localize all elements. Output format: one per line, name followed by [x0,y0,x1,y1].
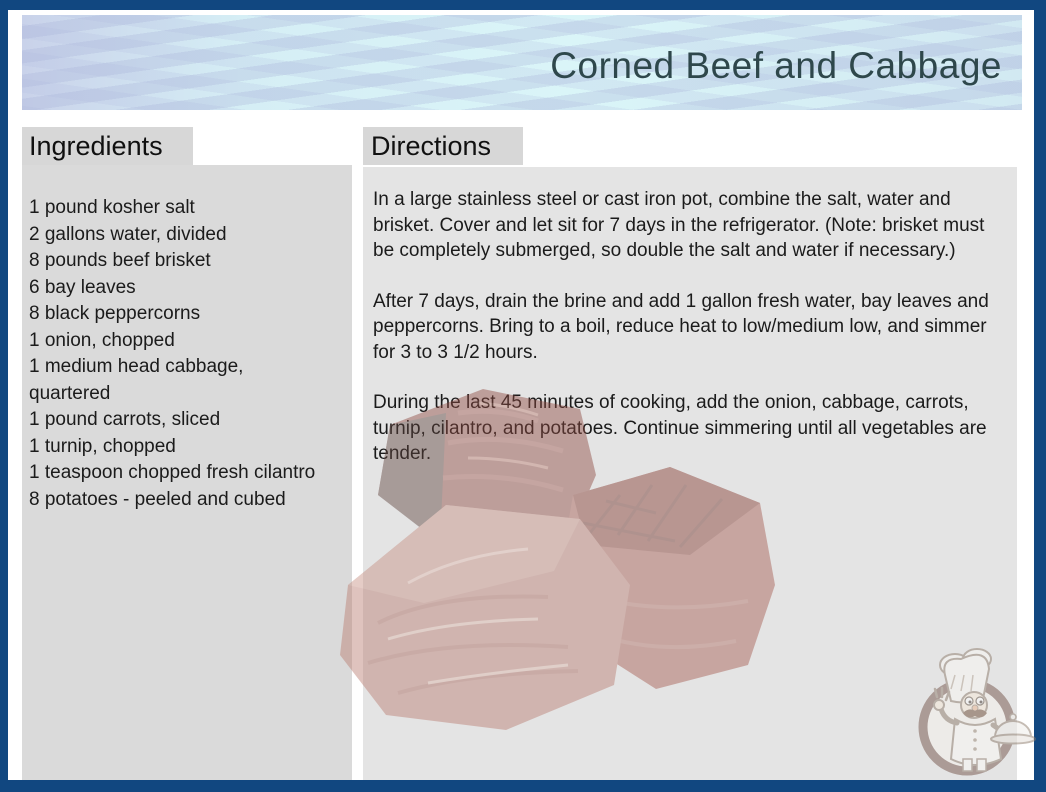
ingredient-line: 1 turnip, chopped [29,435,176,457]
directions-paragraph: After 7 days, drain the brine and add 1 gallon fresh water, bay leaves and peppercorns. Bring to a boil, reduce heat to low/medium low, and simmer for 3 to 3 1/2 hours. [373,290,989,363]
ingredient-line: 1 medium head cabbage, [29,356,244,377]
ingredient-line: 1 onion, chopped [29,329,175,351]
ingredient-line: 8 pounds beef brisket [29,250,211,271]
ingredients-heading: Ingredients [22,127,193,165]
page-border-bottom [0,780,1046,792]
directions-panel [363,167,1017,780]
header-banner [22,15,1022,110]
ingredient-line: 2 gallons water, divided [29,223,227,245]
ingredient-line: quartered [29,382,111,404]
page-border-left [0,0,8,792]
ingredient-line: 1 teaspoon chopped fresh cilantro [29,462,316,483]
page-title: Corned Beef and Cabbage [550,44,1002,86]
page-border-top [0,0,1046,10]
ingredients-panel [22,165,352,780]
ingredient-line: 1 pound kosher salt [29,197,195,218]
ingredient-line: 8 potatoes - peeled and cubed [29,488,286,510]
directions-paragraph: In a large stainless steel or cast iron pot, combine the salt, water and brisket. Cover and let sit for 7 days in the refrigerator. (Note: brisket must be completely submerged, so double the salt and water if necessary.) [373,189,985,261]
directions-heading: Directions [363,127,523,165]
ingredient-line: 6 bay leaves [29,276,136,298]
directions-paragraph: During the last 45 minutes of cooking, add the onion, cabbage, carrots, turnip, cilantro, and potatoes. Continue simmering until all vegetables are tender. [373,392,987,464]
ingredient-line: 8 black peppercorns [29,303,201,324]
page-border-right [1034,0,1046,792]
ingredient-line: 1 pound carrots, sliced [29,409,221,430]
